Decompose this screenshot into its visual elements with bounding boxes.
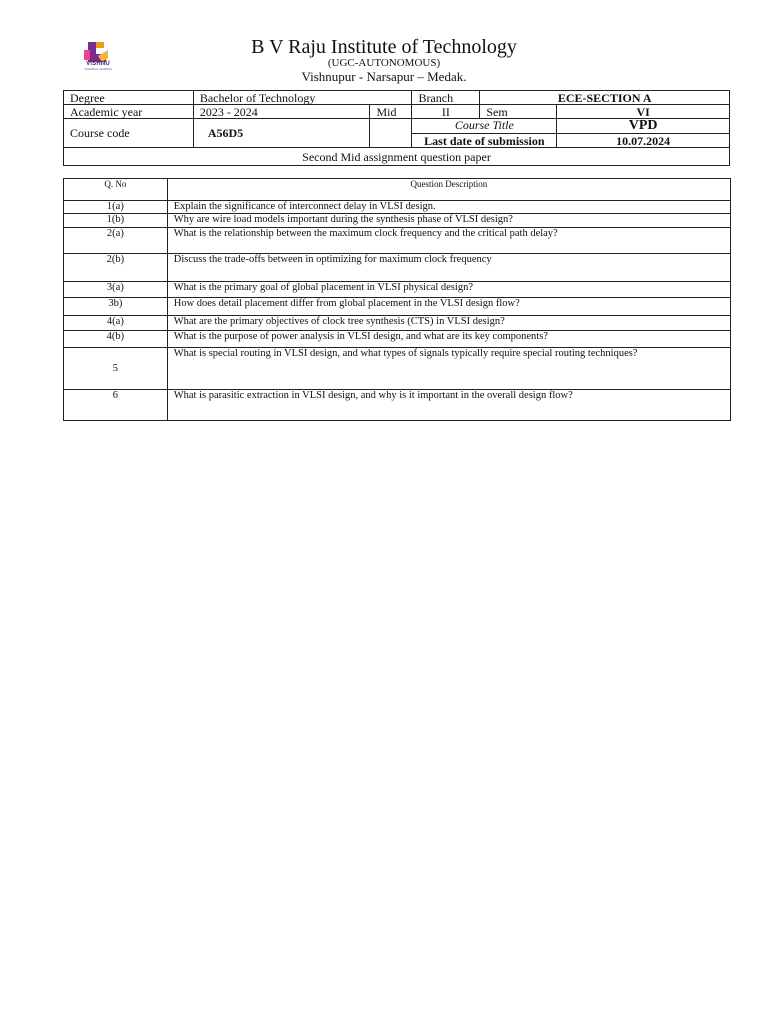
table-row xyxy=(64,316,731,331)
description-header: Question Description xyxy=(167,179,730,201)
course-title-row xyxy=(64,119,730,134)
table-row xyxy=(64,254,731,282)
questions-table xyxy=(63,178,731,421)
question-number: 3b) xyxy=(64,298,168,316)
question-number: 4(b) xyxy=(64,331,168,348)
question-number: 2(b) xyxy=(64,254,168,282)
paper-title-row xyxy=(64,148,730,166)
institute-location: Vishnupur - Narsapur – Medak. xyxy=(301,69,467,84)
course-info-table xyxy=(63,90,730,166)
paper-title: Second Mid assignment question paper xyxy=(64,148,730,166)
branch-label: Branch xyxy=(412,91,480,105)
mid-value: II xyxy=(412,105,480,119)
question-text: What are the primary objectives of clock tree synthesis (CTS) in VLSI design? xyxy=(167,316,730,331)
academic-year-value: 2023 - 2024 xyxy=(193,105,370,119)
course-code-value: A56D5 xyxy=(193,119,370,148)
question-number: 6 xyxy=(64,390,168,421)
question-text: How does detail placement differ from global placement in the VLSI design flow? xyxy=(167,298,730,316)
question-number: 5 xyxy=(64,348,168,390)
logo-subtext: UNIVERSAL LEARNING xyxy=(84,68,112,71)
question-number: 1(a) xyxy=(64,201,168,214)
logo-text: VISHNU xyxy=(86,61,110,67)
branch-value: ECE-SECTION A xyxy=(480,91,730,105)
question-text: Discuss the trade-offs between in optimizing for maximum clock frequency xyxy=(167,254,730,282)
question-number: 4(a) xyxy=(64,316,168,331)
last-date-label: Last date of submission xyxy=(412,134,557,148)
question-number: 3(a) xyxy=(64,282,168,298)
institute-name: B V Raju Institute of Technology xyxy=(251,36,517,58)
question-number: 2(a) xyxy=(64,228,168,254)
academic-year-row xyxy=(64,105,730,119)
table-row xyxy=(64,201,731,214)
sem-label: Sem xyxy=(480,105,557,119)
questions-header-row xyxy=(64,179,731,201)
institute-status: (UGC-AUTONOMOUS) xyxy=(327,57,441,69)
qno-header: Q. No xyxy=(64,179,168,201)
table-row xyxy=(64,282,731,298)
academic-year-label: Academic year xyxy=(64,105,194,119)
mid-label: Mid xyxy=(370,105,412,119)
table-row xyxy=(64,298,731,316)
table-row xyxy=(64,390,731,421)
table-row xyxy=(64,228,731,254)
table-row xyxy=(64,348,731,390)
table-row xyxy=(64,214,731,228)
degree-value: Bachelor of Technology xyxy=(193,91,412,105)
course-code-label: Course code xyxy=(64,119,194,148)
question-number: 1(b) xyxy=(64,214,168,228)
question-text: What is the primary goal of global placement in VLSI physical design? xyxy=(167,282,730,298)
last-date-value: 10.07.2024 xyxy=(557,134,730,148)
degree-label: Degree xyxy=(64,91,194,105)
course-title-label: Course Title xyxy=(412,119,557,134)
degree-row xyxy=(64,91,730,105)
question-text: What is parasitic extraction in VLSI design, and why is it important in the overall design flow? xyxy=(167,390,730,421)
sem-value: VI xyxy=(557,105,730,119)
table-row xyxy=(64,331,731,348)
course-title-value: VPD xyxy=(557,119,730,134)
question-text: Explain the significance of interconnect delay in VLSI design. xyxy=(167,201,730,214)
question-text: What is the relationship between the maximum clock frequency and the critical path delay? xyxy=(167,228,730,254)
question-text: What is special routing in VLSI design, and what types of signals typically require special routing techniques? xyxy=(167,348,730,390)
question-text: What is the purpose of power analysis in VLSI design, and what are its key components? xyxy=(167,331,730,348)
question-text: Why are wire load models important during the synthesis phase of VLSI design? xyxy=(167,214,730,228)
